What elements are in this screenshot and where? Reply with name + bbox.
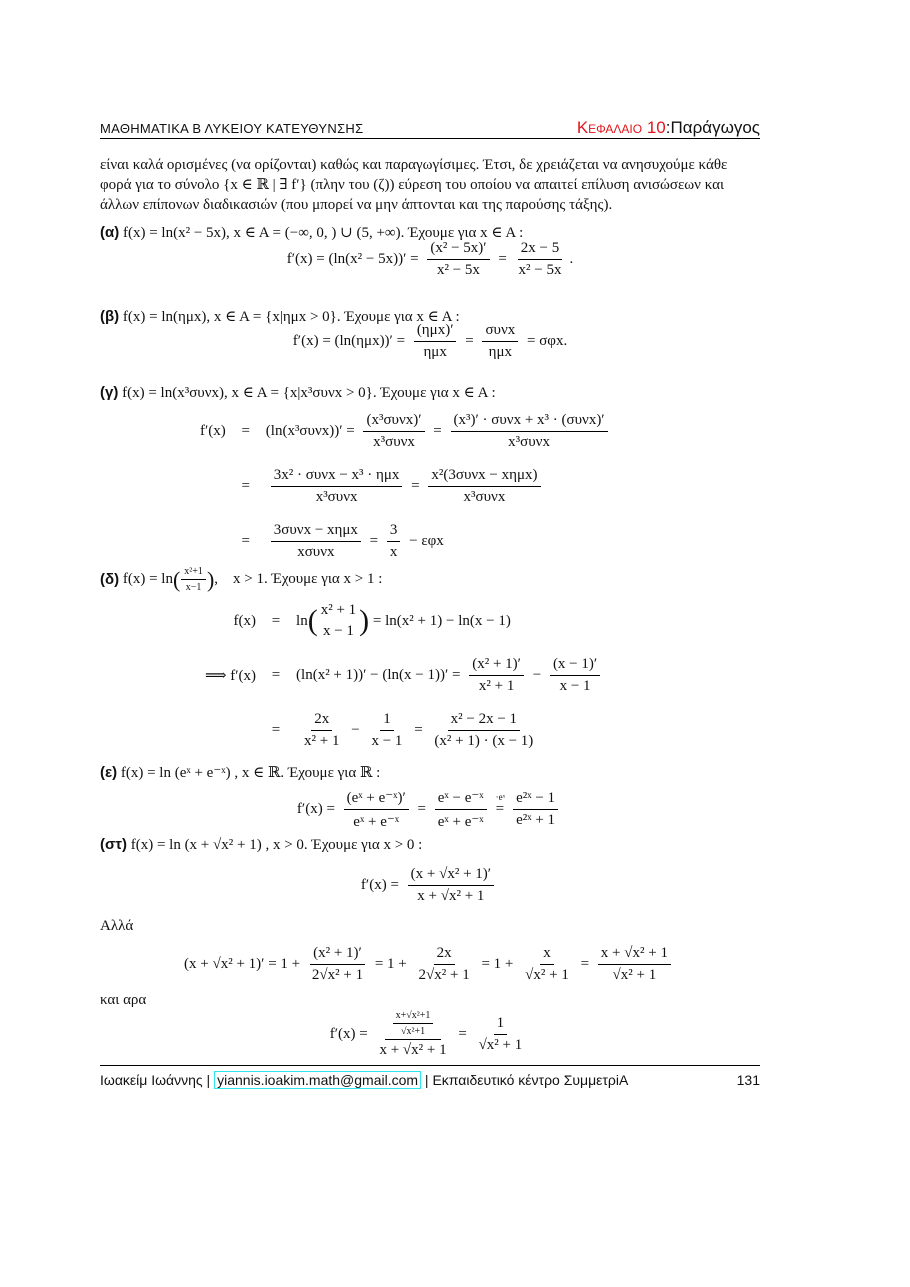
page-header: [100, 118, 760, 138]
author: Ιωακείμ Ιωάννης: [100, 1072, 203, 1088]
fraction: [271, 467, 403, 506]
eq-lhs: f′(x) =: [296, 801, 339, 817]
denominator: x² + 1: [304, 733, 340, 749]
fraction: [522, 945, 572, 984]
equals: =: [241, 533, 251, 549]
equals: =: [429, 423, 446, 439]
fraction: [416, 945, 473, 984]
denominator: √x²+1: [400, 1026, 426, 1037]
equals: =: [413, 801, 430, 817]
so-label: και αρα: [100, 992, 147, 1008]
numerator: x²(3συνx − xημx): [428, 467, 540, 487]
denominator: √x² + 1: [525, 967, 569, 983]
eq-lhs: f′(x): [200, 423, 226, 439]
numerator: (x² − 5x)′: [427, 240, 489, 260]
denominator: x + √x² + 1: [379, 1042, 447, 1058]
item-label: (στ): [100, 836, 127, 853]
fraction: [376, 1010, 449, 1059]
chapter-number: Κεφαλαιο 10: [576, 118, 666, 137]
separator: |: [421, 1072, 433, 1088]
equals: =: [494, 251, 511, 267]
denominator: x³συνx: [315, 489, 358, 505]
eq-lhs: f′(x) =: [360, 877, 403, 893]
eq-rhs: [266, 412, 613, 451]
book-title: ΜΑΘΗΜΑΤΙΚΑ Β ΛΥΚΕΙΟΥ ΚΑΤΕΥΘΥΝΣΗΣ: [100, 121, 364, 136]
fraction: [408, 866, 494, 905]
item-gamma: [100, 383, 760, 402]
fraction: [482, 322, 518, 361]
numerator: (ημx)′: [414, 322, 457, 342]
equals-annotated: [495, 792, 506, 818]
fraction: [368, 711, 405, 750]
numerator: 3x² · συνx − x³ · ημx: [271, 467, 403, 487]
denominator: x³συνx: [373, 434, 415, 450]
email-link[interactable]: yiannis.ioakim.math@gmail.com: [214, 1071, 421, 1089]
minus: −: [347, 722, 364, 738]
eq-lhs: f′(x) = (ln(x² − 5x))′ =: [286, 251, 423, 267]
intro-line: φορά για το σύνολο {x ∈ ℝ | ∃ f′} (πλην του (ζ)) εύρεση του οποίου να απαιτεί επίλυση ανισώσεων και: [100, 177, 725, 193]
expr: (ln(x³συνx))′ =: [265, 423, 359, 439]
footer-rule: [100, 1065, 760, 1066]
equals: =: [407, 478, 424, 494]
eq-rhs: [266, 467, 613, 506]
equation-beta: [100, 322, 760, 361]
fraction: [476, 1015, 526, 1054]
fraction: [393, 1010, 434, 1037]
intro-line: είναι καλά ορισμένες (να ορίζονται) καθώς και παραγωγίσιμες. Έτσι, δε χρειάζεται να ανησυχούμε κάθε: [100, 157, 728, 173]
numerator: (x² + 1)′: [469, 656, 524, 676]
equation-gamma: [200, 412, 613, 561]
fraction: [513, 790, 558, 829]
equation-so: [100, 1010, 760, 1059]
equals: =: [365, 533, 382, 549]
footer-left: [100, 1072, 628, 1088]
fraction: [598, 945, 671, 984]
numerator: 2x: [311, 711, 332, 731]
numerator: x²+1: [181, 566, 206, 580]
item-statement: f(x) = ln (eˣ + e⁻ˣ) , x ∈ ℝ. Έχουμε για ℝ :: [117, 765, 381, 781]
expr: f(x) = ln: [119, 571, 173, 587]
fraction: [271, 522, 361, 561]
numerator: eˣ − e⁻ˣ: [435, 788, 487, 810]
numerator: 1: [380, 711, 394, 731]
paren: ): [359, 604, 370, 637]
eq-rhs: [296, 711, 605, 750]
eq-end: = σφx.: [523, 333, 568, 349]
equals: =: [271, 722, 281, 738]
denominator: xσυνx: [297, 544, 335, 560]
item-statement: f(x) = ln (x + √x² + 1) , x > 0. Έχουμε για x > 0 :: [126, 837, 423, 853]
expr: (ln(x² + 1))′ − (ln(x − 1))′ =: [296, 667, 465, 683]
eq-lhs: f′(x) =: [329, 1026, 372, 1042]
intro-paragraph: [100, 155, 760, 215]
paren: ): [206, 566, 215, 592]
fraction: [414, 322, 457, 361]
numerator: (x + √x² + 1)′: [408, 866, 494, 886]
item-label: (δ): [100, 571, 120, 588]
item-epsilon: [100, 763, 760, 782]
fraction: [318, 602, 359, 640]
item-label: (γ): [100, 384, 119, 401]
item-statement: f(x) = ln(ημx), x ∈ A = {x|ημx > 0}. Έχουμε για x ∈ A :: [119, 309, 460, 325]
eq-rhs: [296, 602, 605, 640]
expr: ln: [296, 612, 308, 629]
numerator: 1: [494, 1015, 508, 1035]
separator: |: [202, 1072, 215, 1088]
denominator: x − 1: [322, 623, 354, 639]
fraction: [427, 240, 489, 279]
numerator: (x³συνx)′: [363, 412, 424, 432]
fraction: [435, 788, 487, 831]
equals: =: [241, 478, 251, 494]
numerator: 2x: [434, 945, 455, 965]
eq-lhs: ⟹ f′(x): [205, 668, 257, 684]
eq-rhs: [296, 656, 605, 695]
numerator: x+√x²+1: [393, 1010, 434, 1024]
equals: =: [410, 722, 427, 738]
numerator: x² + 1: [320, 602, 357, 618]
fraction: [451, 412, 608, 451]
fraction: [363, 412, 424, 451]
denominator: x − 1: [559, 678, 591, 694]
numerator: [385, 1010, 442, 1040]
minus: −: [528, 667, 545, 683]
equals: =: [461, 333, 478, 349]
equals: =: [495, 801, 505, 817]
denominator: 2√x² + 1: [418, 967, 470, 983]
but-label: Αλλά: [100, 918, 134, 934]
eq-end: .: [569, 251, 574, 267]
equation-delta: [205, 602, 605, 750]
denominator: x² − 5x: [436, 262, 480, 278]
denominator: x: [389, 544, 398, 560]
item-statement: f(x) = ln(x³συνx), x ∈ A = {x|x³συνx > 0}. Έχουμε για x ∈ A :: [118, 385, 496, 401]
item-st: [100, 836, 760, 854]
denominator: x + √x² + 1: [417, 888, 485, 904]
numerator: x² − 2x − 1: [448, 711, 520, 731]
equation-alpha: [100, 240, 760, 279]
page-number: 131: [736, 1072, 760, 1088]
item-delta: [100, 566, 760, 593]
denominator: eˣ + e⁻ˣ: [437, 814, 484, 830]
numerator: x: [540, 945, 554, 965]
denominator: x² − 5x: [518, 262, 562, 278]
fraction: [516, 240, 565, 279]
equals: =: [454, 1026, 471, 1042]
item-label: (β): [100, 308, 120, 325]
expr: = 1 +: [371, 956, 411, 972]
equation-epsilon: [100, 788, 760, 831]
denominator: x−1: [185, 582, 202, 593]
equation-st: [100, 866, 760, 905]
numerator: (x³)′ · συνx + x³ · (συνx)′: [451, 412, 608, 432]
numerator: 2x − 5: [518, 240, 562, 260]
fraction: [309, 945, 366, 984]
equals: =: [241, 423, 251, 439]
separator: :: [665, 118, 671, 137]
equals: =: [576, 956, 593, 972]
annotation: ·eˣ: [495, 792, 506, 802]
numerator: e²ˣ − 1: [513, 790, 558, 810]
equals: =: [271, 667, 281, 683]
eq-rhs: [266, 522, 613, 561]
fraction: [181, 566, 206, 593]
institution: Εκπαιδευτικό κέντρο ΣυμμετρiA: [432, 1072, 629, 1088]
eq-lhs: f(x): [233, 612, 257, 629]
fraction: [344, 788, 409, 831]
eq-lhs: (x + √x² + 1)′ = 1 +: [184, 956, 304, 972]
expr: = ln(x² + 1) − ln(x − 1): [369, 612, 511, 629]
item-label: (α): [100, 224, 120, 241]
expr: = 1 +: [477, 956, 518, 972]
fraction: [469, 656, 524, 695]
denominator: (x² + 1) · (x − 1): [434, 733, 534, 749]
denominator: 2√x² + 1: [311, 967, 364, 983]
denominator: x³συνx: [508, 434, 550, 450]
paren: (: [307, 604, 318, 637]
equals: =: [271, 612, 281, 629]
denominator: √x² + 1: [478, 1037, 523, 1053]
fraction: [428, 467, 540, 506]
denominator: eˣ + e⁻ˣ: [353, 814, 400, 830]
denominator: e²ˣ + 1: [516, 812, 556, 828]
page-footer: [100, 1072, 760, 1088]
fraction: [301, 711, 342, 750]
denominator: √x² + 1: [612, 967, 657, 983]
eq-lhs: f′(x) = (ln(ημx))′ =: [292, 333, 409, 349]
numerator: 3συνx − xημx: [271, 522, 361, 542]
fraction: [387, 522, 401, 561]
item-statement: , x > 1. Έχουμε για x > 1 :: [214, 571, 383, 587]
chapter-topic: Παράγωγος: [670, 118, 760, 137]
denominator: ημx: [423, 344, 447, 360]
denominator: x − 1: [371, 733, 403, 749]
equation-but: [100, 945, 760, 984]
fraction: [550, 656, 600, 695]
denominator: ημx: [488, 344, 513, 360]
chapter-title: [577, 118, 760, 138]
numerator: (x² + 1)′: [310, 945, 365, 965]
fraction: [431, 711, 536, 750]
item-statement: f(x) = ln(x² − 5x), x ∈ A = (−∞, 0, ) ∪ (5, +∞). Έχουμε για x ∈ A :: [119, 225, 524, 241]
numerator: συνx: [482, 322, 518, 342]
denominator: x³συνx: [463, 489, 506, 505]
numerator: 3: [387, 522, 401, 542]
numerator: (x − 1)′: [550, 656, 600, 676]
numerator: x + √x² + 1: [598, 945, 671, 965]
intro-line: άλλων επίπονων διαδικασιών (που μπορεί να μην άπτονται και της παρούσης τάξης).: [100, 197, 613, 213]
header-rule: [100, 138, 760, 139]
eq-end: − εφx: [405, 533, 444, 549]
denominator: x² + 1: [478, 678, 515, 694]
paren: (: [172, 566, 181, 592]
item-label: (ε): [100, 764, 118, 781]
numerator: (eˣ + e⁻ˣ)′: [344, 788, 409, 810]
